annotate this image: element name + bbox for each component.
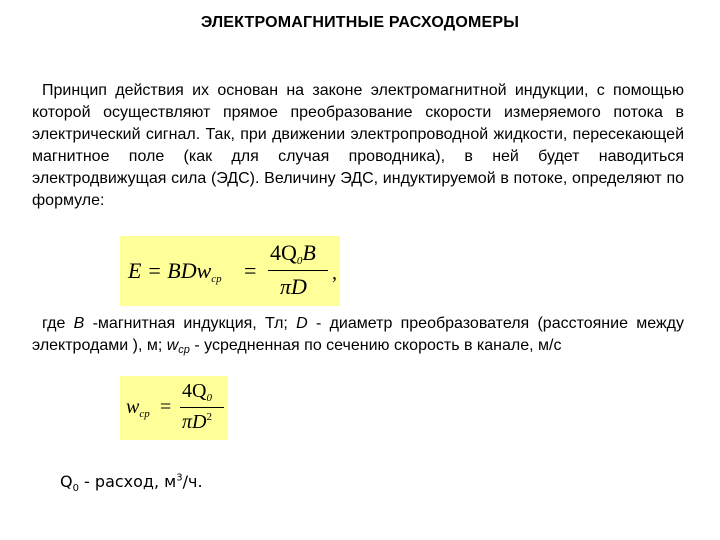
formula1-equals: = <box>244 258 257 283</box>
flow-rate-note: $Q_0$ - расход, $м^3/ч$. <box>60 472 203 495</box>
formula2-denominator: $\pi D^2$ <box>182 411 212 433</box>
formula2-lhs: $w_{ср}$ <box>126 396 150 420</box>
formula2-numerator: $4Q_0$ <box>182 380 212 404</box>
formula1-numerator: $4Q_0B$ <box>270 240 316 267</box>
formula1-denominator: πD <box>280 274 307 299</box>
formula2-fraction-bar <box>180 407 224 408</box>
formula2-equals: = <box>160 396 172 418</box>
formula1-fraction-bar <box>268 270 328 271</box>
formula1-lhs: E = BDw$_{ср}$ <box>128 258 222 285</box>
page-title: ЭЛЕКТРОМАГНИТНЫЕ РАСХОДОМЕРЫ <box>200 14 520 31</box>
variables-paragraph: где B -магнитная индукция, Тл; D - диаметр преобразователя (расстояние между электродами ), м; wср - усредненная по сечению скорость в канале, м/с <box>32 315 685 356</box>
velocity-formula <box>120 376 228 440</box>
formula1-comma: , <box>332 262 337 284</box>
intro-paragraph: Принцип действия их основан на законе электромагнитной индукции, с помощью которой осуществляют прямое преобразование скорости измеряемого потока в электрический сигнал. Так, при движении электропроводной жидкости, пересекающей магнитное поле (как для случая проводника), в ней будет наводиться электродвижущая сила (ЭДС). Величину ЭДС, индуктируемой в потоке, определяют по формуле: <box>32 82 684 209</box>
emf-formula <box>120 236 340 306</box>
